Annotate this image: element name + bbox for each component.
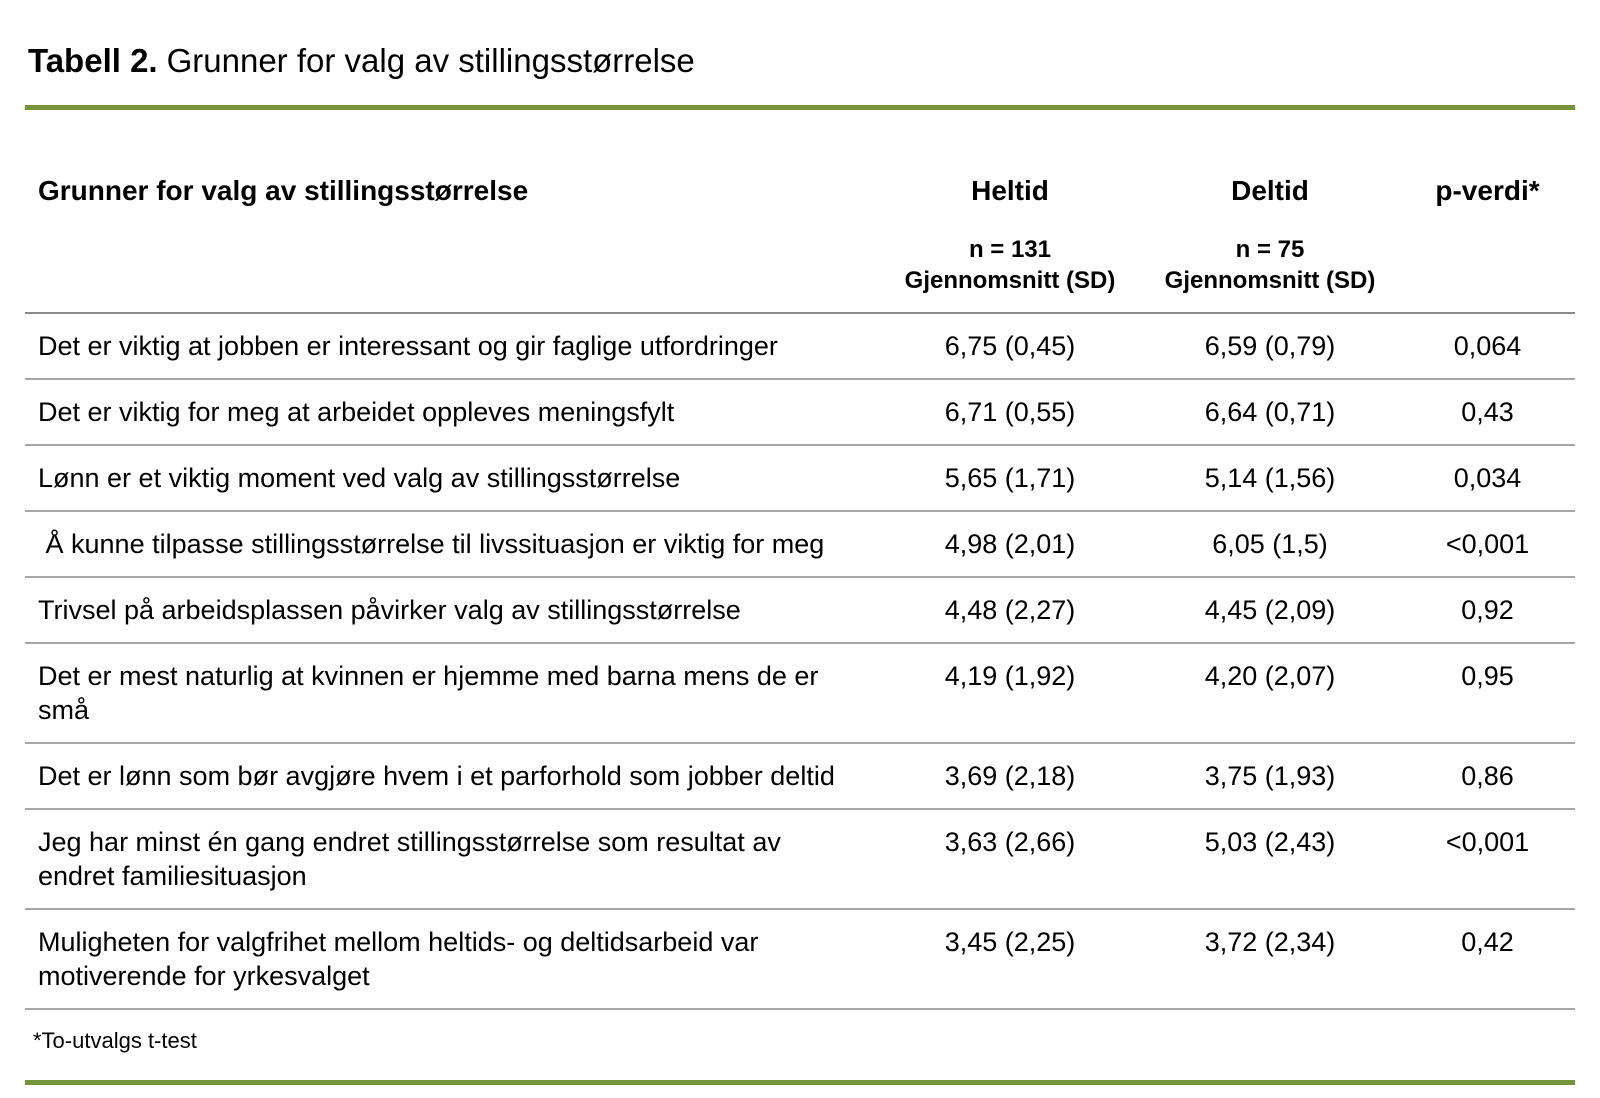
table-row — [25, 909, 1575, 1009]
table-header — [25, 110, 1575, 313]
row-label: Det er viktig at jobben er interessant og gir faglige utfordringer — [38, 331, 778, 361]
header-row-sub — [25, 208, 1575, 313]
heltid-value: 6,75 (0,45) — [944, 331, 1076, 361]
row-label: Muligheten for valgfrihet mellom heltids- og deltidsarbeid var motiverende for yrkesvalget — [38, 927, 766, 991]
column-header-pverdi: p-verdi* — [1435, 175, 1540, 206]
header-sub-heltid — [880, 208, 1140, 313]
heltid-value: 3,63 (2,66) — [944, 827, 1076, 857]
table-title — [25, 42, 1575, 79]
p-value: 0,95 — [1461, 661, 1514, 691]
heltid-value: 6,71 (0,55) — [944, 397, 1076, 427]
header-sub-empty — [25, 208, 880, 313]
deltid-value: 4,20 (2,07) — [1204, 661, 1336, 691]
table-row — [25, 743, 1575, 809]
heltid-value: 3,69 (2,18) — [944, 761, 1076, 791]
heltid-value: 3,45 (2,25) — [944, 927, 1076, 957]
deltid-measure-label: Gjennomsnitt (SD) — [1164, 267, 1376, 294]
table-row — [25, 445, 1575, 511]
header-row-main — [25, 110, 1575, 208]
column-header-deltid: Deltid — [1231, 175, 1309, 206]
p-value: <0,001 — [1445, 529, 1530, 559]
column-header-reasons: Grunner for valg av stillingsstørrelse — [38, 175, 529, 206]
table-row — [25, 511, 1575, 577]
deltid-value: 3,72 (2,34) — [1204, 927, 1336, 957]
deltid-value: 4,45 (2,09) — [1204, 595, 1336, 625]
deltid-value: 6,05 (1,5) — [1212, 529, 1328, 559]
table-body — [25, 313, 1575, 1009]
row-label: Det er lønn som bør avgjøre hvem i et parforhold som jobber deltid — [38, 761, 835, 791]
table-row — [25, 577, 1575, 643]
p-value: 0,92 — [1461, 595, 1514, 625]
p-value: 0,034 — [1453, 463, 1522, 493]
header-sub-deltid — [1140, 208, 1400, 313]
heltid-n-count: n = 131 — [968, 236, 1052, 263]
deltid-n-count: n = 75 — [1235, 236, 1305, 263]
deltid-value: 3,75 (1,93) — [1204, 761, 1336, 791]
row-label: Å kunne tilpasse stillingsstørrelse til livssituasjon er viktig for meg — [38, 529, 825, 559]
heltid-value: 4,19 (1,92) — [944, 661, 1076, 691]
heltid-value: 4,98 (2,01) — [944, 529, 1076, 559]
row-label: Det er viktig for meg at arbeidet oppleves meningsfylt — [38, 397, 675, 427]
reasons-table — [25, 110, 1575, 1010]
p-value: <0,001 — [1445, 827, 1530, 857]
table-row — [25, 643, 1575, 743]
deltid-value: 6,59 (0,79) — [1204, 331, 1336, 361]
row-label: Jeg har minst én gang endret stillingsstørrelse som resultat av endret familiesituasjon — [38, 827, 789, 891]
table-row — [25, 379, 1575, 445]
table-number-label: Tabell 2. — [28, 42, 158, 79]
table-row — [25, 313, 1575, 379]
deltid-value: 5,03 (2,43) — [1204, 827, 1336, 857]
p-value: 0,86 — [1461, 761, 1514, 791]
p-value: 0,42 — [1461, 927, 1514, 957]
deltid-value: 5,14 (1,56) — [1204, 463, 1336, 493]
header-sub-empty — [1400, 208, 1575, 313]
row-label: Trivsel på arbeidsplassen påvirker valg av stillingsstørrelse — [38, 595, 741, 625]
heltid-value: 4,48 (2,27) — [944, 595, 1076, 625]
row-label: Lønn er et viktig moment ved valg av stillingsstørrelse — [38, 463, 681, 493]
column-header-heltid: Heltid — [971, 175, 1049, 206]
p-value: 0,43 — [1461, 397, 1514, 427]
heltid-value: 5,65 (1,71) — [944, 463, 1076, 493]
table-title-text: Grunner for valg av stillingsstørrelse — [166, 42, 695, 79]
p-value: 0,064 — [1453, 331, 1522, 361]
bottom-green-rule — [25, 1080, 1575, 1085]
row-label: Det er mest naturlig at kvinnen er hjemme med barna mens de er små — [38, 661, 826, 725]
heltid-measure-label: Gjennomsnitt (SD) — [904, 267, 1116, 294]
deltid-value: 6,64 (0,71) — [1204, 397, 1336, 427]
table-row — [25, 809, 1575, 909]
footnote: *To-utvalgs t-test — [33, 1028, 197, 1053]
